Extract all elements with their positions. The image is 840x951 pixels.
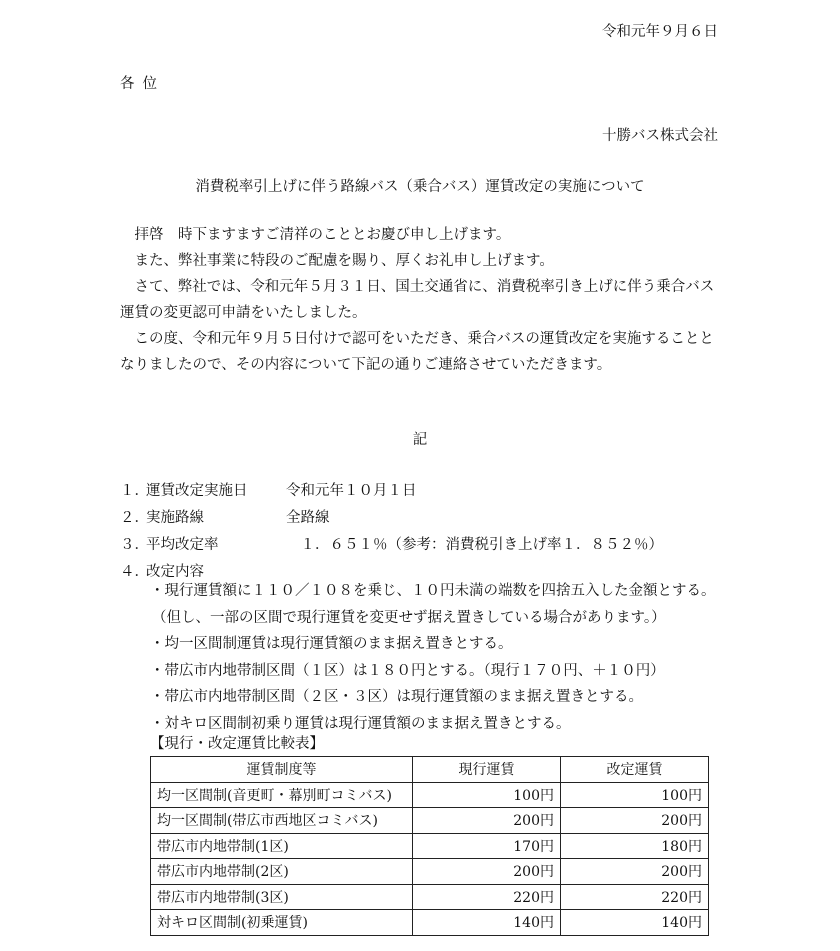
current-fare-cell: 140円 (413, 910, 561, 936)
fare-system-cell: 均一区間制(帯広市西地区コミバス) (151, 808, 413, 834)
body-paragraph: また、弊社事業に特段のご配慮を賜り、厚くお礼申し上げます。 (134, 253, 554, 269)
current-fare-cell: 100円 (413, 782, 561, 808)
fare-comparison-table (150, 756, 709, 936)
fare-system-cell: 均一区間制(音更町・幕別町コミバス) (151, 782, 413, 808)
current-fare-cell: 220円 (413, 884, 561, 910)
item-label: 平均改定率 (146, 537, 219, 553)
current-fare-cell: 170円 (413, 833, 561, 859)
document-date: 令和元年９月６日 (602, 24, 718, 40)
item-value: 令和元年１０月１日 (286, 483, 417, 499)
addressee: 各位 (120, 76, 165, 92)
item-value: 全路線 (286, 510, 330, 526)
bullet-item: ・現行運賃額に１１０／１０８を乗じ、１０円未満の端数を四捨五入した金額とする。 (150, 583, 716, 599)
document-title: 消費税率引上げに伴う路線バス（乗合バス）運賃改定の実施について (195, 179, 645, 195)
ki-heading: 記 (412, 432, 428, 448)
sender-company: 十勝バス株式会社 (602, 128, 718, 144)
column-header: 現行運賃 (413, 757, 561, 783)
body-paragraph: さて、弊社では、令和元年５月３１日、国土交通省に、消費税率引き上げに伴う乗合バス運賃の変更認可申請をいたしました。 (120, 279, 715, 321)
body-paragraph: 拝啓 時下ますますご清祥のこととお慶び申し上げます。 (134, 227, 511, 243)
revised-fare-cell: 100円 (561, 782, 709, 808)
revision-bullets (150, 578, 716, 737)
table-row (151, 833, 709, 859)
body-text (120, 222, 720, 378)
table-row (151, 859, 709, 885)
table-row (151, 884, 709, 910)
table-header-row (151, 757, 709, 783)
list-item (120, 505, 663, 532)
bullet-item: ・対キロ区間制初乗り運賃は現行運賃額のまま据え置きとする。 (150, 715, 571, 732)
revised-fare-cell: 220円 (561, 884, 709, 910)
item-label: 運賃改定実施日 (146, 483, 248, 499)
table-row (151, 910, 709, 936)
fare-system-cell: 帯広市内地帯制(3区) (151, 884, 413, 910)
fare-system-cell: 対キロ区間制(初乗運賃) (151, 910, 413, 936)
column-header: 運賃制度等 (151, 757, 413, 783)
revised-fare-cell: 140円 (561, 910, 709, 936)
item-label: 改定内容 (146, 564, 204, 580)
table-row (151, 808, 709, 834)
revised-fare-cell: 200円 (561, 808, 709, 834)
fare-system-cell: 帯広市内地帯制(2区) (151, 859, 413, 885)
column-header: 改定運賃 (561, 757, 709, 783)
fare-system-cell: 帯広市内地帯制(1区) (151, 833, 413, 859)
list-item (120, 532, 663, 559)
item-label: 実施路線 (146, 510, 204, 526)
item-number: ３． (120, 537, 149, 553)
list-item (120, 478, 663, 505)
bullet-item: （但し、一部の区間で現行運賃を変更せず据え置きしている場合があります。） (152, 609, 666, 626)
item-number: ４． (120, 564, 149, 580)
table-row (151, 782, 709, 808)
item-number: １． (120, 483, 149, 499)
bullet-item: ・帯広市内地帯制区間（２区・３区）は現行運賃額のまま据え置きとする。 (150, 689, 643, 705)
item-value: １．６５１％（参考：消費税引き上げ率１．８５２％） (286, 537, 663, 553)
item-number: ２． (120, 510, 149, 526)
items-list (120, 478, 663, 586)
body-paragraph: この度、令和元年９月５日付けで認可をいただき、乗合バスの運賃改定を実施することとなりましたので、その内容について下記の通りご連絡させていただきます。 (120, 331, 714, 373)
bullet-item: ・帯広市内地帯制区間（１区）は１８０円とする。（現行１７０円、＋１０円） (150, 662, 665, 679)
revised-fare-cell: 180円 (561, 833, 709, 859)
current-fare-cell: 200円 (413, 808, 561, 834)
revised-fare-cell: 200円 (561, 859, 709, 885)
bullet-item: ・均一区間制運賃は現行運賃額のまま据え置きとする。 (150, 636, 513, 652)
current-fare-cell: 200円 (413, 859, 561, 885)
table-caption: 【現行・改定運賃比較表】 (150, 736, 324, 752)
